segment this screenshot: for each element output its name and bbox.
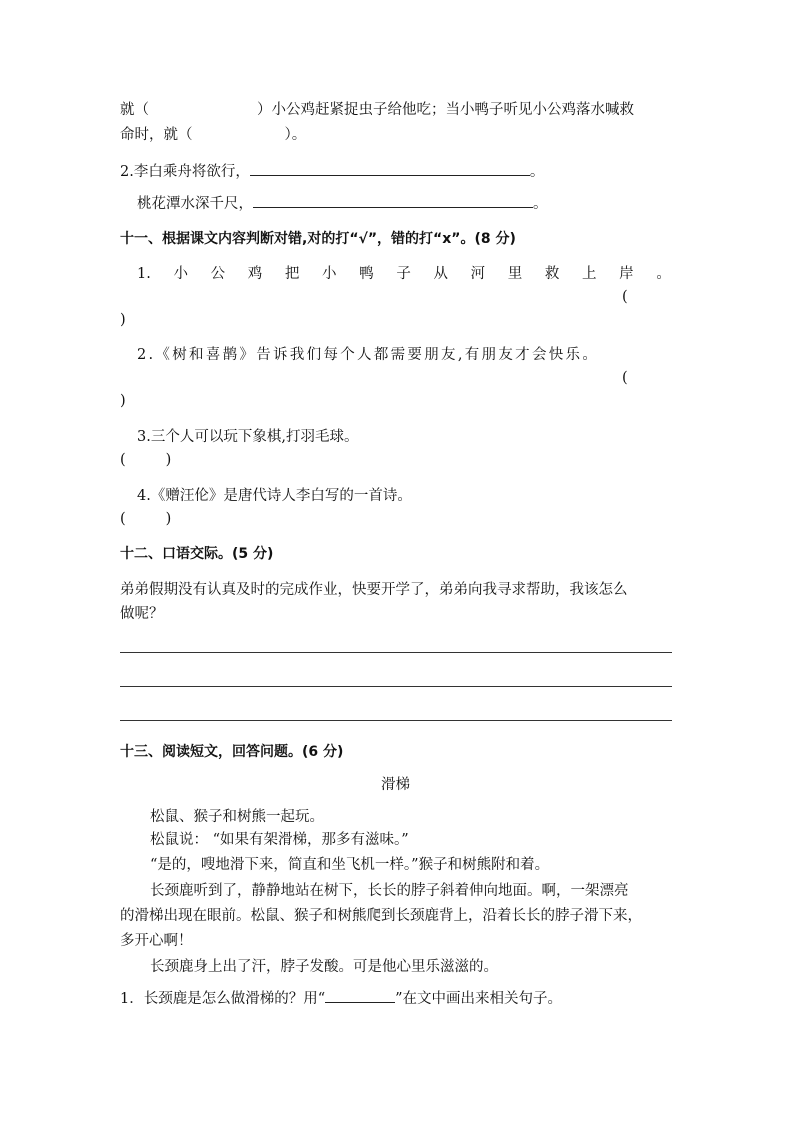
s11-item1-char: 里 [507, 266, 523, 282]
s13-q1-post: ”在文中画出来相关句子。 [395, 991, 563, 1007]
s11-item3-paren-close: ) [165, 452, 172, 468]
s12-prompt-line1: 弟弟假期没有认真及时的完成作业，快要开学了，弟弟向我寻求帮助，我该怎么 [120, 582, 628, 598]
passage-p4-line1: 长颈鹿听到了，静静地站在树下，长长的脖子斜着伸向地面。啊，一架漂亮 [150, 883, 629, 899]
s11-item1-char: 鸡 [247, 266, 263, 282]
q10-line1-post: ）小公鸡赶紧捉虫子给他吃；当小鸭子听见小公鸡落水喊救 [257, 102, 634, 118]
s11-item2-close: ) [120, 393, 126, 409]
passage-p2: 松鼠说： “如果有架滑梯，那多有滋味。” [150, 832, 409, 848]
s11-item4: 4.《赠汪伦》是唐代诗人李白写的一首诗。 [137, 488, 412, 504]
s12-prompt-line2: 做呢？ [120, 606, 164, 622]
passage-p3: “是的，嗖地滑下来，简直和坐飞机一样。”猴子和树熊附和着。 [150, 857, 550, 873]
s11-item1-char: 鸭 [359, 266, 374, 282]
q10-line1 [120, 100, 634, 120]
section11-heading: 十一、根据课文内容判断对错,对的打“√”，错的打“x”。(8 分) [120, 231, 516, 247]
q10-line1-pre: 就（ [120, 102, 149, 118]
s11-item1-close: ) [120, 312, 126, 328]
q10-item2b-end: 。 [533, 196, 548, 212]
answer-line-1[interactable] [120, 652, 672, 653]
poem-blank-2[interactable] [253, 193, 533, 208]
s11-item1-char: 小 [173, 266, 188, 282]
s11-item1-char: 河 [470, 266, 486, 282]
s11-item1-char: 岸 [619, 266, 634, 282]
section12-heading: 十二、口语交际。(5 分) [120, 546, 274, 562]
s11-item1-char: 小 [322, 266, 337, 282]
s11-item1-char: 子 [396, 266, 411, 282]
q10-item2 [120, 161, 544, 182]
q10-item2b [137, 193, 548, 214]
s11-item3-paren[interactable] [120, 450, 171, 470]
s11-item1-char: 公 [210, 266, 226, 282]
s11-item2-open: ( [622, 370, 628, 386]
s11-item1-chars [137, 264, 671, 284]
s11-item3: 3.三个人可以玩下象棋,打羽毛球。 [137, 429, 359, 445]
passage-p4-line3: 多开心啊！ [120, 933, 193, 949]
passage-p5: 长颈鹿身上出了汗，脖子发酸。可是他心里乐滋滋的。 [150, 959, 498, 975]
q10-line2-pre: 命时，就（ [120, 127, 193, 143]
underline-sample [325, 988, 395, 1003]
q10-item2-end: 。 [529, 164, 545, 180]
s11-item1-open: ( [622, 289, 628, 305]
s13-question1 [120, 988, 562, 1009]
answer-line-3[interactable] [120, 720, 672, 721]
s11-item1 [137, 264, 671, 284]
q10-item2b-label: 桃花潭水深千尺， [137, 196, 253, 212]
s11-item3-paren-open: ( [120, 452, 126, 468]
passage-p4-line2: 的滑梯出现在眼前。松鼠、猴子和树熊爬到长颈鹿背上，沿着长长的脖子滑下来， [120, 908, 642, 924]
s11-item4-paren-open: ( [120, 511, 126, 527]
s11-item4-paren[interactable] [120, 509, 171, 529]
q10-item2-label: 2.李白乘舟将欲行， [120, 164, 250, 180]
s11-item1-number: 1. [137, 266, 151, 282]
answer-line-2[interactable] [120, 686, 672, 687]
s11-item1-char: 。 [656, 266, 671, 282]
s11-item2: 2.《树和喜鹊》告诉我们每个人都需要朋友,有朋友才会快乐。 [137, 347, 600, 363]
s13-q1-pre: 1．长颈鹿是怎么做滑梯的？用“ [120, 991, 326, 1007]
passage-title: 滑梯 [381, 777, 410, 793]
q10-line2 [120, 125, 306, 145]
s11-item1-char: 上 [582, 266, 597, 282]
s11-item1-char: 把 [284, 266, 300, 282]
s11-item4-paren-close: ) [165, 511, 172, 527]
section13-heading: 十三、阅读短文，回答问题。(6 分) [120, 744, 344, 760]
q10-line2-post: ）。 [284, 127, 307, 143]
s11-item1-char: 救 [544, 266, 560, 282]
poem-blank-1[interactable] [250, 161, 530, 176]
passage-p1: 松鼠、猴子和树熊一起玩。 [150, 809, 324, 825]
s11-item1-char: 从 [433, 266, 448, 282]
